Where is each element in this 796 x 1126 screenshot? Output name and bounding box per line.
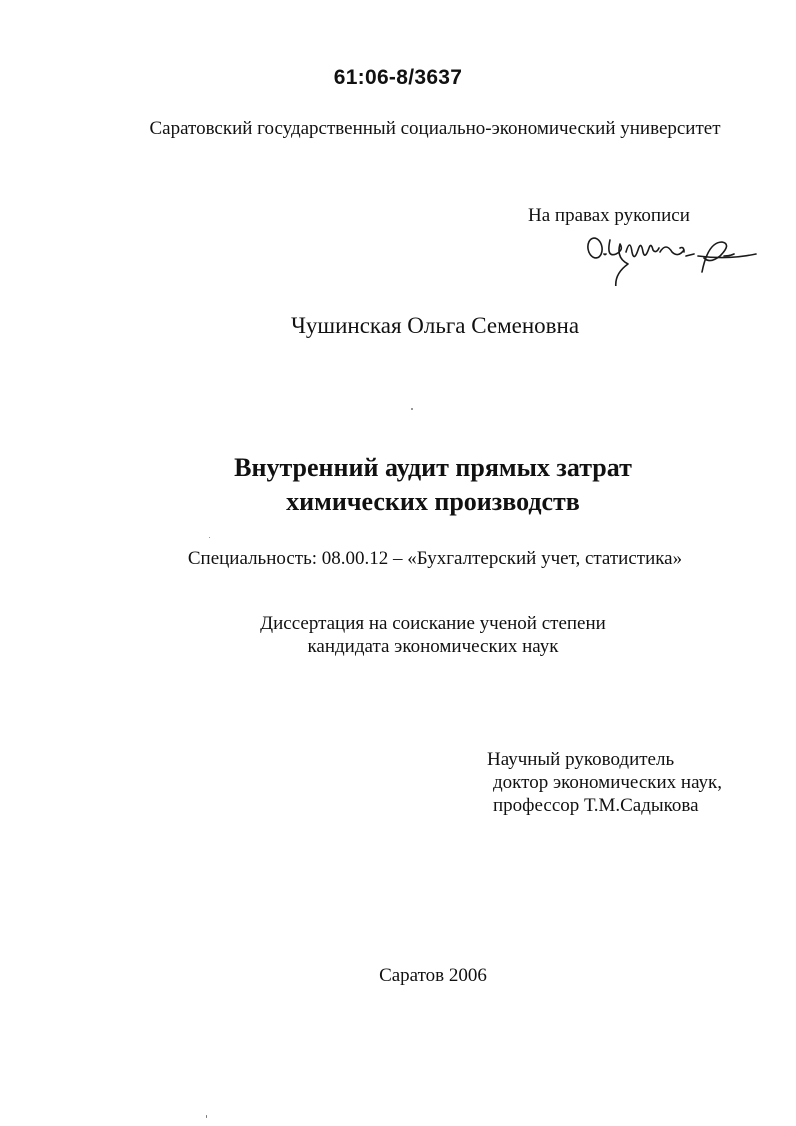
- dissertation-degree: [0, 612, 796, 658]
- supervisor-degree: доктор экономических наук,: [493, 772, 723, 793]
- city-year: Саратов 2006: [379, 965, 487, 986]
- handwritten-signature: [582, 226, 762, 286]
- supervisor-name: профессор Т.М.Садыкова: [493, 795, 699, 816]
- author-name: Чушинская Ольга Семеновна: [290, 313, 580, 338]
- degree-line-1: Диссертация на соискание ученой степени: [260, 613, 606, 634]
- degree-line-2: кандидата экономических наук: [307, 636, 559, 657]
- title-line-1: Внутренний аудит прямых затрат: [234, 453, 632, 482]
- manuscript-rights-note: На правах рукописи: [528, 205, 690, 226]
- title-line-2: химических производств: [286, 487, 580, 516]
- scan-speck: [206, 1115, 207, 1118]
- scan-speck: [209, 537, 210, 538]
- university-name: Саратовский государственный социально-экономический университет: [149, 118, 721, 139]
- catalog-code: 61:06-8/3637: [333, 66, 463, 89]
- specialty-line: Специальность: 08.00.12 – «Бухгалтерский учет, статистика»: [187, 548, 683, 569]
- dissertation-title: [0, 451, 796, 519]
- scan-speck: [411, 408, 413, 410]
- supervisor-role: Научный руководитель: [487, 749, 675, 770]
